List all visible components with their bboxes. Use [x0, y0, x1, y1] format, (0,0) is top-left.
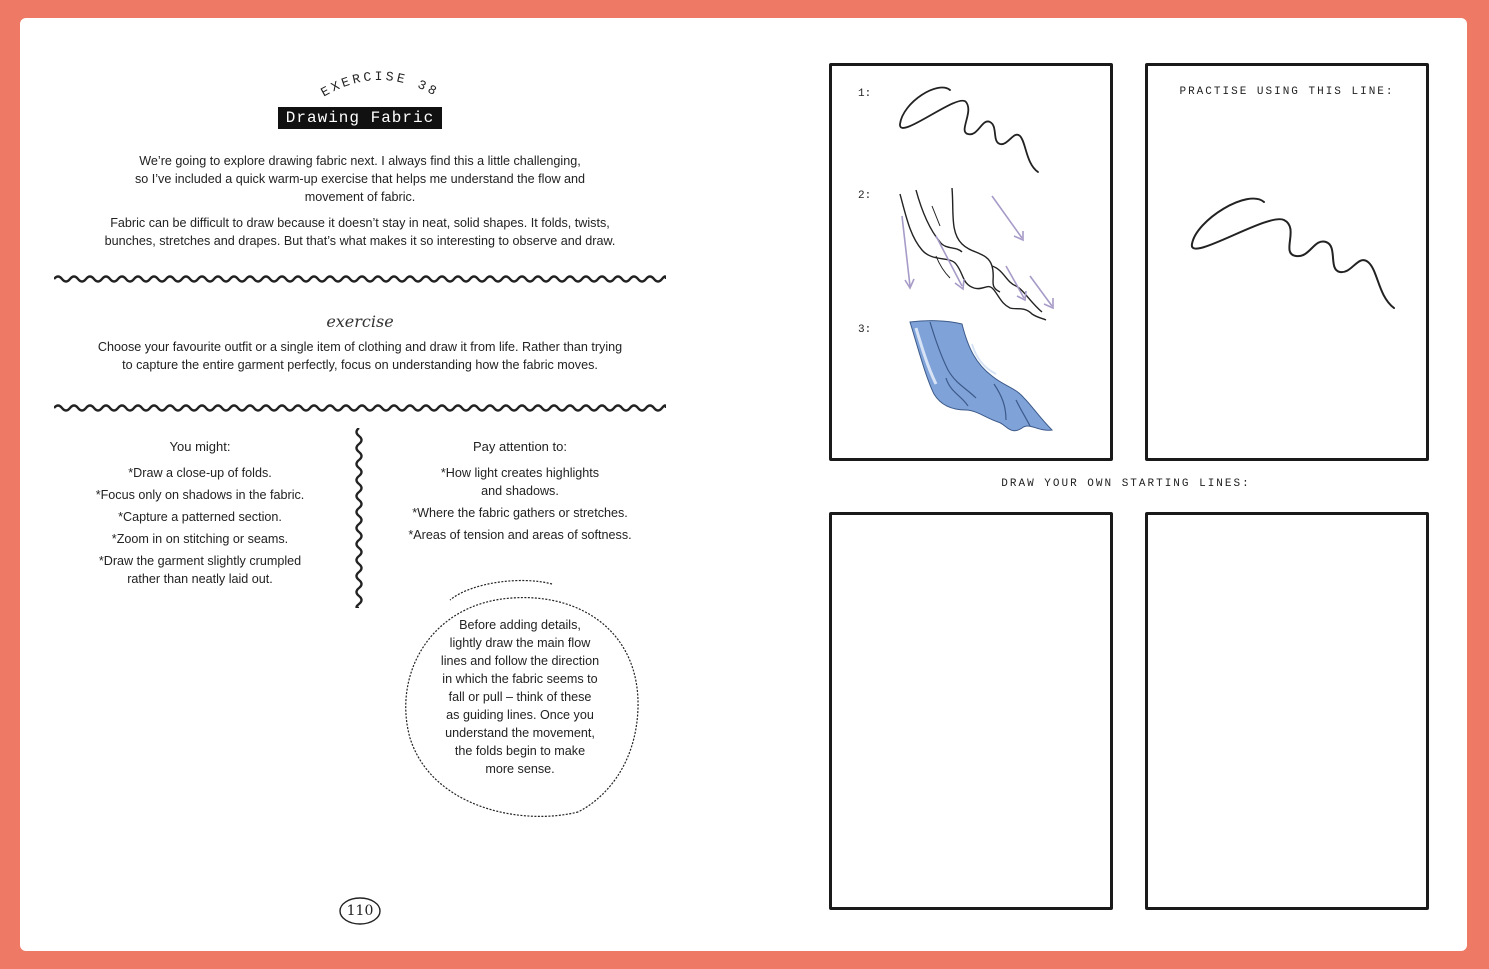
blank-drawing-panel-left[interactable] — [829, 512, 1113, 910]
list-item: *Where the fabric gathers or stretches. — [412, 506, 628, 520]
you-might-heading: You might: — [169, 439, 231, 454]
wavy-divider — [54, 402, 666, 414]
svg-text:EXERCISE 38: EXERCISE 38 — [318, 69, 442, 101]
intro-paragraph-1: We’re going to explore drawing fabric next. I always find this a little challenging, so I’ve included a quick warm-up exercise that helps me understand the flow and movement of fabric. — [134, 154, 586, 204]
guiding-line-sketch — [898, 82, 1048, 182]
practise-panel — [1145, 63, 1429, 461]
practise-guide-line[interactable] — [1188, 190, 1398, 330]
list-item: and shadows. — [481, 484, 559, 498]
exercise-text: Choose your favourite outfit or a single item of clothing and draw it from life. Rather than trying to capture the entire garment perfectly, focus on understanding how the fabric moves. — [97, 340, 623, 372]
intro-paragraph-2: Fabric can be difficult to draw because it doesn’t stay in neat, solid shapes. It folds, twists, bunches, stretches and drapes. But that’s what makes it so interesting to observe and draw. — [104, 216, 616, 248]
you-might-column — [70, 438, 330, 588]
vertical-wavy-divider — [353, 428, 365, 608]
page-number: 110 — [346, 903, 374, 919]
step-label: 1: — [858, 88, 872, 100]
fabric-outline-sketch — [892, 186, 1062, 326]
example-panel — [829, 63, 1113, 461]
list-item: *Areas of tension and areas of softness. — [408, 528, 632, 542]
step-label: 3: — [858, 324, 872, 336]
pay-attention-column — [390, 438, 650, 544]
list-item: *How light creates highlights — [440, 466, 600, 480]
list-item: *Zoom in on stitching or seams. — [111, 532, 289, 546]
page-title: Drawing Fabric — [278, 107, 442, 129]
exercise-heading: exercise — [326, 312, 394, 331]
step-label: 2: — [858, 190, 872, 202]
fabric-painted-illustration — [906, 318, 1066, 438]
book-spread — [20, 18, 1467, 951]
draw-own-label: DRAW YOUR OWN STARTING LINES: — [1001, 478, 1251, 490]
list-item: rather than neatly laid out. — [127, 572, 273, 586]
tip-text: Before adding details, lightly draw the main flow lines and follow the direction in which the fabric seems to fall or pull – think of these as guiding lines. Once you understand the movement, the folds begin to make more sense. — [440, 618, 600, 776]
practise-label: PRACTISE USING THIS LINE: — [1179, 86, 1395, 98]
pay-attention-heading: Pay attention to: — [473, 439, 567, 454]
list-item: *Focus only on shadows in the fabric. — [95, 488, 305, 502]
list-item: *Capture a patterned section. — [118, 510, 282, 524]
wavy-divider — [54, 273, 666, 285]
list-item: *Draw a close-up of folds. — [128, 466, 272, 480]
list-item: *Draw the garment slightly crumpled — [98, 554, 302, 568]
blank-drawing-panel-right[interactable] — [1145, 512, 1429, 910]
